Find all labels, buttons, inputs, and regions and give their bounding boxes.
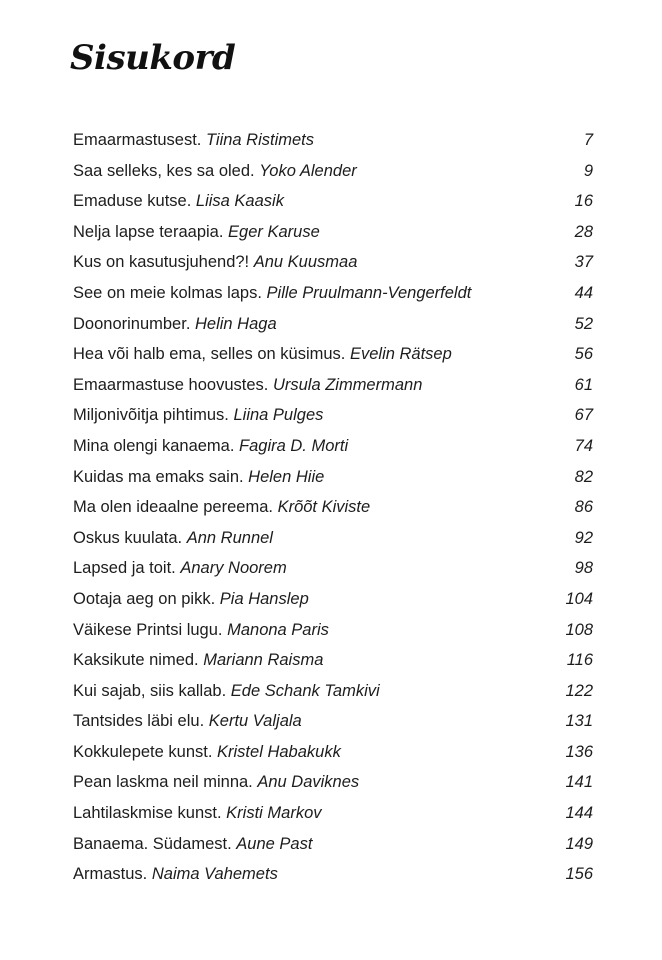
toc-entry-text (73, 186, 284, 217)
toc-entry-page: 67 (574, 406, 593, 425)
toc-entry (73, 553, 593, 584)
toc-entry-text (73, 553, 287, 584)
toc-entry (73, 339, 593, 370)
toc-entry-author: Helen Hiie (248, 467, 325, 486)
toc-entry-page: 116 (566, 651, 593, 670)
toc-entry-title: Doonorinumber. (73, 314, 191, 333)
toc-entry (73, 431, 593, 462)
toc-entry-title: Kokkulepete kunst. (73, 742, 213, 761)
page-title: Sisukord (70, 38, 236, 78)
toc-entry-page: 144 (565, 804, 593, 823)
toc-entry (73, 400, 593, 431)
toc-entry-page: 149 (565, 834, 593, 853)
toc-entry-text (73, 431, 348, 462)
toc-entry (73, 492, 593, 523)
toc-entry-text (73, 278, 471, 309)
toc-entry-page: 131 (565, 712, 593, 731)
toc-entry-title: Lapsed ja toit. (73, 559, 176, 578)
toc-entry (73, 125, 593, 156)
toc-entry-text (73, 676, 380, 707)
toc-entry (73, 186, 593, 217)
toc-entry-author: Helin Haga (195, 314, 277, 333)
toc-entry-author: Mariann Raisma (203, 651, 324, 670)
toc-entry-title: Armastus. (73, 865, 148, 884)
toc-entry-title: Miljonivõitja pihtimus. (73, 406, 229, 425)
toc-entry (73, 278, 593, 309)
toc-entry-page: 16 (574, 192, 593, 211)
toc-entry-author: Anu Daviknes (257, 773, 360, 792)
toc-entry (73, 523, 593, 554)
toc-entry (73, 676, 593, 707)
toc-entry-author: Tiina Ristimets (205, 131, 315, 149)
toc-entry-text (73, 615, 329, 646)
toc-entry-title: Kuidas ma emaks sain. (73, 467, 244, 486)
toc-entry-author: Anary Noorem (180, 559, 287, 578)
toc-entry-page: 98 (574, 559, 593, 578)
toc-entry-title: Kaksikute nimed. (73, 651, 199, 670)
toc-entry (73, 309, 593, 340)
toc-entry-page: 82 (574, 467, 593, 486)
toc-entry (73, 247, 593, 278)
toc-entry-author: Krõõt Kiviste (277, 498, 371, 517)
toc-entry-author: Manona Paris (227, 620, 329, 639)
toc-entry-title: Banaema. Südamest. (73, 834, 232, 853)
toc-entry-page: 86 (574, 498, 593, 517)
toc-entry (73, 645, 593, 676)
toc-entry-text (73, 462, 324, 493)
toc-entry-title: Ootaja aeg on pikk. (73, 589, 216, 608)
toc-entry-title: Lahtilaskmise kunst. (73, 804, 222, 823)
toc-entry (73, 767, 593, 798)
toc-entry-text (73, 492, 370, 523)
toc-entry-author: Eger Karuse (228, 222, 320, 241)
toc-entry-page: 7 (583, 131, 593, 149)
toc-entry-text (73, 125, 314, 156)
toc-entry-author: Pia Hanslep (219, 589, 309, 608)
toc-entry-page: 74 (574, 436, 593, 455)
toc-entry-text (73, 217, 320, 248)
toc-entry (73, 859, 593, 890)
toc-entry (73, 217, 593, 248)
toc-entry-title: Emaduse kutse. (73, 192, 192, 211)
toc-entry-text (73, 370, 422, 401)
toc-entry-author: Ursula Zimmermann (272, 375, 423, 394)
toc-entry-author: Pille Pruulmann-Vengerfeldt (266, 283, 472, 302)
toc-entry-title: Tantsides läbi elu. (73, 712, 205, 731)
toc-entry-page: 56 (574, 345, 593, 364)
toc-entry-title: Kui sajab, siis kallab. (73, 681, 227, 700)
toc-entry-page: 9 (583, 161, 593, 180)
toc-entry (73, 829, 593, 860)
toc-entry-author: Liina Pulges (233, 406, 324, 425)
toc-entry-text (73, 645, 323, 676)
toc-entry-author: Aune Past (236, 834, 313, 853)
toc-entry-text (73, 156, 357, 187)
toc-entry-title: Saa selleks, kes sa oled. (73, 161, 255, 180)
toc-entry-author: Ede Schank Tamkivi (230, 681, 380, 700)
toc-entry-page: 104 (565, 589, 593, 608)
toc-entry (73, 370, 593, 401)
toc-entry-author: Ann Runnel (186, 528, 273, 547)
toc-entry-page: 37 (574, 253, 593, 272)
toc-entry-text (73, 737, 341, 768)
toc-entry-text (73, 247, 357, 278)
toc-entry-page: 92 (574, 528, 593, 547)
toc-entry-title: Pean laskma neil minna. (73, 773, 253, 792)
toc-entry-title: Mina olengi kanaema. (73, 436, 235, 455)
toc-entry-page: 61 (574, 375, 593, 394)
table-of-contents (73, 125, 593, 890)
toc-entry-title: Kus on kasutusjuhend?! (73, 253, 250, 272)
toc-entry-author: Kristi Markov (226, 804, 322, 823)
toc-entry-text (73, 859, 278, 890)
toc-entry-title: Hea või halb ema, selles on küsimus. (73, 345, 346, 364)
toc-entry-text (73, 339, 452, 370)
toc-entry-text (73, 767, 359, 798)
toc-entry-page: 108 (565, 620, 593, 639)
toc-entry-text (73, 309, 277, 340)
toc-entry-text (73, 523, 273, 554)
toc-entry-author: Kristel Habakukk (217, 742, 341, 761)
toc-entry-page: 44 (574, 283, 593, 302)
toc-entry-author: Liisa Kaasik (195, 192, 284, 211)
toc-entry-author: Anu Kuusmaa (253, 253, 358, 272)
toc-entry-title: Väikese Printsi lugu. (73, 620, 223, 639)
toc-entry-title: Emaarmastusest. (73, 131, 202, 149)
toc-entry-page: 122 (565, 681, 593, 700)
toc-entry-page: 136 (565, 742, 593, 761)
toc-entry-title: Emaarmastuse hoovustes. (73, 375, 269, 394)
toc-entry-author: Evelin Rätsep (349, 345, 452, 364)
toc-entry-title: See on meie kolmas laps. (73, 283, 262, 302)
toc-entry (73, 798, 593, 829)
toc-entry (73, 706, 593, 737)
toc-entry-text (73, 706, 302, 737)
toc-entry (73, 156, 593, 187)
toc-entry-text (73, 829, 312, 860)
toc-entry-page: 156 (565, 865, 593, 884)
toc-entry-author: Kertu Valjala (208, 712, 302, 731)
toc-entry (73, 584, 593, 615)
toc-entry (73, 615, 593, 646)
toc-entry-text (73, 584, 309, 615)
toc-entry-title: Ma olen ideaalne pereema. (73, 498, 273, 517)
toc-entry-author: Naima Vahemets (151, 865, 278, 884)
toc-entry-page: 52 (574, 314, 593, 333)
toc-entry-text (73, 798, 322, 829)
toc-entry (73, 737, 593, 768)
toc-entry-author: Fagira D. Morti (239, 436, 349, 455)
toc-entry (73, 462, 593, 493)
toc-entry-page: 28 (574, 222, 593, 241)
toc-entry-text (73, 400, 323, 431)
toc-entry-author: Yoko Alender (259, 161, 357, 180)
toc-entry-title: Nelja lapse teraapia. (73, 222, 224, 241)
toc-entry-page: 141 (565, 773, 593, 792)
toc-entry-title: Oskus kuulata. (73, 528, 183, 547)
